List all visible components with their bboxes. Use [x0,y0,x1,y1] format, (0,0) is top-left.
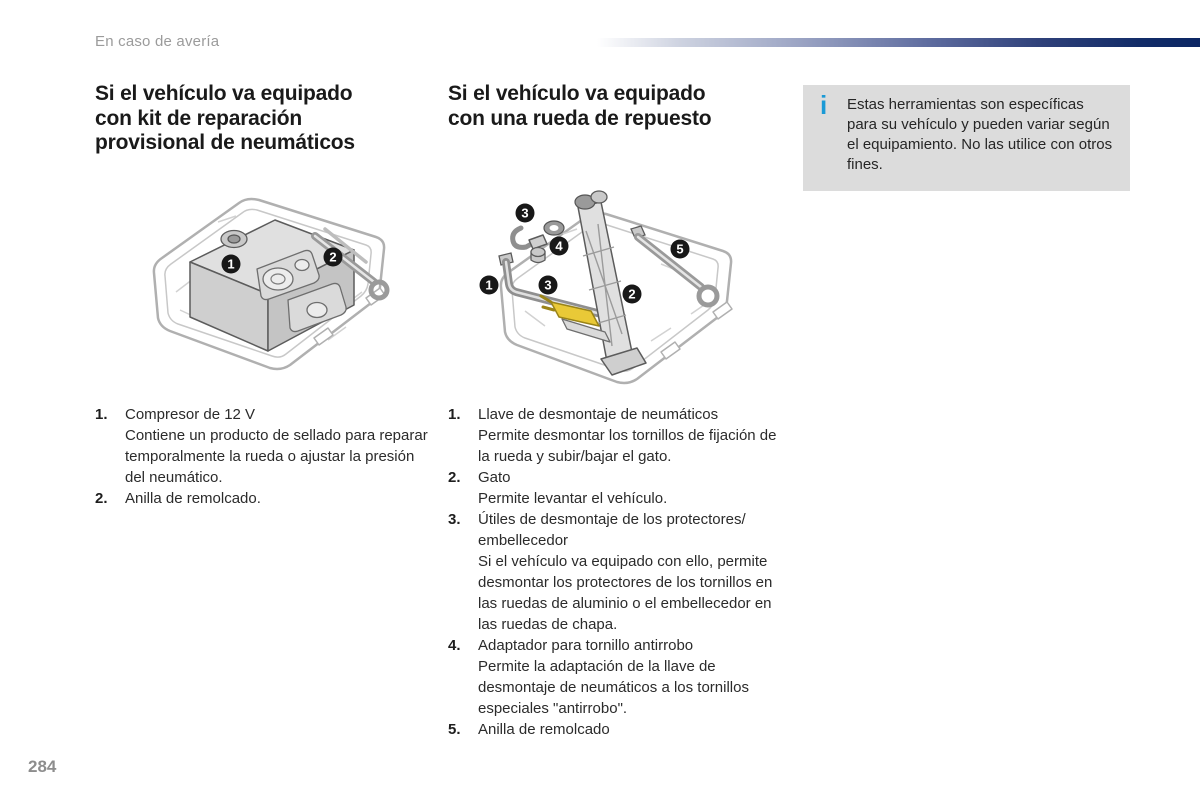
ring-nut-hole [550,225,559,231]
list-item [448,635,788,719]
chapter-breadcrumb: En caso de avería [95,33,220,50]
badge-number: 3 [521,205,529,221]
list-item [95,404,435,488]
spare-wheel-tools-illustration [465,186,765,398]
list-item [448,509,788,635]
title-line: provisional de neumáticos [95,131,355,154]
figure-badge-tow-eye [324,248,343,267]
figure-badge-jack [623,285,642,304]
figure-badge-hook-tool [516,204,535,223]
item-title: Llave de desmontaje de neumáticos [478,406,719,423]
compressor-gauge [263,268,293,290]
item-title: Útiles de desmontaje de los protectores/ embellecedor [478,511,746,549]
info-text: Estas herramientas son específicas para su vehículo y pueden variar según el equipamiento. No las utilice con otros fines. [847,96,1113,173]
badge-number: 2 [329,249,337,265]
item-title: Gato [478,469,511,486]
list-item [448,719,788,740]
item-description: Permite la adaptación de la llave de desmontaje de neumáticos a los tornillos especiales "antirrobo". [478,658,749,717]
title-line: con una rueda de repuesto [448,106,712,130]
badge-number: 5 [676,241,684,257]
header-gradient-bar [597,38,1200,47]
repair-kit-legend [95,404,435,509]
list-item [95,488,435,509]
item-title: Anilla de remolcado. [125,490,261,507]
list-item [448,467,788,509]
badge-number: 1 [227,256,235,272]
page-number: 284 [28,757,57,776]
spare-wheel-tools-figure [465,186,765,403]
item-description: Si el vehículo va equipado con ello, permite desmontar los protectores de los tornillos en las ruedas de aluminio o el embellecedor en las ruedas de chapa. [478,553,773,633]
antitheft-adapter-top [531,248,545,257]
compressor-outlet [307,303,327,318]
item-description: Contiene un producto de sellado para reparar temporalmente la rueda o ajustar la presión del neumático. [125,427,428,486]
item-number: 1. [95,406,108,423]
info-icon: i [820,90,828,120]
figure-badge-tow-eye [671,240,690,259]
compressor-button [295,260,309,271]
section-title-spare-wheel [448,82,788,131]
repair-kit-illustration [118,172,418,397]
repair-kit-figure [118,172,418,402]
item-number: 1. [448,406,461,423]
item-title: Adaptador para tornillo antirrobo [478,637,694,654]
info-callout-box [803,85,1130,191]
item-number: 2. [448,469,461,486]
figure-badge-trim-tool [539,276,558,295]
jack-gear [591,191,607,203]
section-title-repair-kit [95,82,435,156]
item-number: 5. [448,721,461,738]
badge-number: 3 [544,277,552,293]
title-line: Si el vehículo va equipado [448,82,706,105]
figure-badge-adapter [550,237,569,256]
badge-number: 4 [555,238,563,254]
item-title: Compresor de 12 V [125,406,256,423]
item-description: Permite desmontar los tornillos de fijación de la rueda y subir/bajar el gato. [478,427,777,465]
list-item [448,404,788,467]
figure-badge-wheel-brace [480,276,499,295]
spare-wheel-legend [448,404,788,740]
badge-number: 1 [485,277,493,293]
title-line: con kit de reparación [95,106,303,130]
item-description: Permite levantar el vehículo. [478,490,668,507]
compressor-cap-center [228,235,240,243]
item-number: 3. [448,511,461,528]
title-line: Si el vehículo va equipado [95,82,353,105]
figure-badge-compressor [222,255,241,274]
item-number: 2. [95,490,108,507]
badge-number: 2 [628,286,636,302]
item-title: Anilla de remolcado [478,721,610,738]
item-number: 4. [448,637,461,654]
